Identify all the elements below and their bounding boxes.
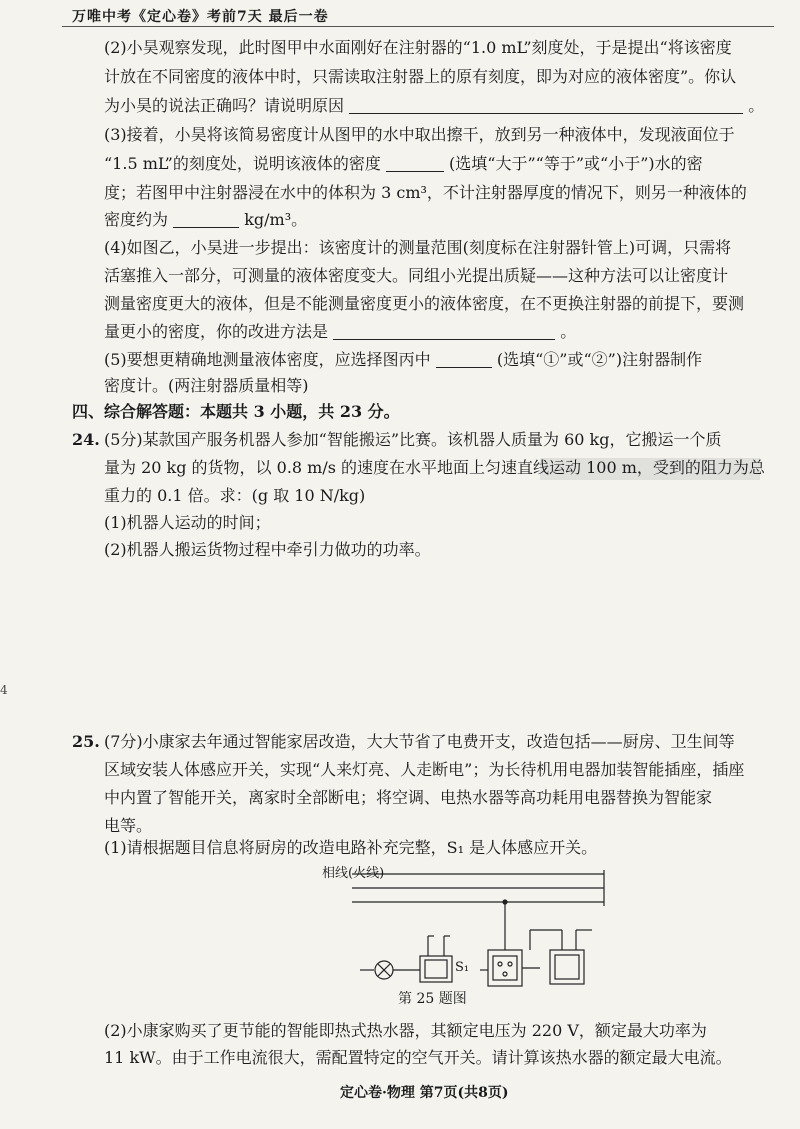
- q25-number: 25.: [72, 732, 100, 751]
- q23-p4-line3: 测量密度更大的液体，但是不能测量密度更小的液体密度，在不更换注射器的前提下，要测: [104, 294, 745, 313]
- q24-line2: 量为 20 kg 的货物，以 0.8 m/s 的速度在水平地面上匀速直线运动 100 m，受到的阻力为总: [104, 458, 765, 477]
- q25-sub1: (1)请根据题目信息将厨房的改造电路补充完整，S₁ 是人体感应开关。: [104, 838, 598, 857]
- q23-p5-line1: [104, 346, 764, 373]
- q23-p3-line3: 度；若图甲中注射器浸在水中的体积为 3 cm³，不计注射器厚度的情况下，则另一种液体的: [104, 183, 747, 202]
- figure-caption: 第 25 题图: [398, 991, 467, 1007]
- q23-p4-line4-end: 。: [560, 322, 577, 341]
- answer-blank-density-value[interactable]: [173, 209, 239, 228]
- q25-sub2-line2: 11 kW。由于工作电流很大，需配置特定的空气开关。请计算该热水器的额定最大电流。: [104, 1048, 732, 1067]
- circuit-svg: [340, 860, 640, 1010]
- q24-sub2: (2)机器人搬运货物过程中牵引力做功的功率。: [104, 540, 431, 559]
- q23-p2-line3: [104, 92, 764, 119]
- q24-line3: 重力的 0.1 倍。求：(g 取 10 N/kg): [104, 486, 366, 505]
- q25-line2: 区域安装人体感应开关，实现“人来灯亮、人走断电”；为长待机用电器加装智能插座，插座: [104, 760, 745, 779]
- q23-p2-line1: (2)小昊观察发现，此时图甲中水面刚好在注射器的“1.0 mL”刻度处，于是提出“将该密度: [104, 38, 732, 57]
- q23-p2-end: 。: [748, 96, 765, 115]
- q23-p4-line4-text: 量更小的密度，你的改进方法是: [104, 322, 329, 341]
- junction-dot: [503, 900, 507, 904]
- page-footer: 定心卷·物理 第7页(共8页): [340, 1085, 509, 1101]
- q23-p3-line1: (3)接着，小昊将该简易密度计从图甲的水中取出擦干，放到另一种液体中，发现液面位于: [104, 125, 735, 144]
- live-wire-label: 相线(火线): [322, 866, 385, 881]
- q23-p3-line4: [104, 206, 764, 233]
- q23-p3-line2: [104, 150, 764, 177]
- answer-blank-improvement[interactable]: [333, 321, 555, 340]
- s1-label: S₁: [455, 960, 470, 975]
- header-divider: [62, 26, 774, 27]
- q23-p3-line4-text-a: 密度约为: [104, 210, 169, 229]
- q23-p5-line2: 密度计。(两注射器质量相等): [104, 376, 309, 395]
- margin-mark: 4: [0, 683, 8, 697]
- page-header: 万唯中考《定心卷》考前7天 最后一卷: [72, 9, 329, 25]
- q23-p3-line2-text-a: “1.5 mL”的刻度处，说明该液体的密度: [104, 154, 381, 173]
- q23-p4-line2: 活塞推入一部分，可测量的液体密度变大。同组小光提出质疑——这种方法可以让密度计: [104, 266, 729, 285]
- q23-p4-line1: (4)如图乙，小昊进一步提出：该密度计的测量范围(刻度标在注射器针管上)可调，只需将: [104, 238, 732, 257]
- q24-sub1: (1)机器人运动的时间；: [104, 513, 271, 532]
- q25-line1: (7分)小康家去年通过智能家居改造，大大节省了电费开支，改造包括——厨房、卫生间等: [104, 732, 735, 751]
- answer-blank-reason[interactable]: [349, 95, 743, 114]
- q23-p2-line3-text: 为小昊的说法正确吗？请说明原因: [104, 96, 345, 115]
- q24-number: 24.: [72, 430, 100, 449]
- answer-blank-density-compare[interactable]: [386, 153, 444, 172]
- q24-line1: (5分)某款国产服务机器人参加“智能搬运”比赛。该机器人质量为 60 kg，它搬运一个质: [104, 430, 722, 449]
- q23-p3-line2-text-b: (选填“大于”“等于”或“小于”)水的密: [449, 154, 703, 173]
- q23-p2-line2: 计放在不同密度的液体中时，只需读取注射器上的原有刻度，即为对应的液体密度”。你认: [104, 67, 737, 86]
- q23-p3-line4-unit: kg/m³。: [244, 210, 308, 229]
- answer-blank-syringe-choice[interactable]: [436, 349, 492, 368]
- q25-line4: 电等。: [104, 816, 153, 835]
- q23-p5-line1-text-b: (选填“①”或“②”)注射器制作: [496, 350, 703, 369]
- q25-line3: 中内置了智能开关，离家时全部断电；将空调、电热水器等高功耗用电器替换为智能家: [104, 788, 713, 807]
- section-4-title: 四、综合解答题：本题共 3 小题，共 23 分。: [72, 402, 400, 421]
- q25-sub2-line1: (2)小康家购买了更节能的智能即热式热水器，其额定电压为 220 V，额定最大功率为: [104, 1021, 707, 1040]
- circuit-diagram[interactable]: [322, 860, 640, 1010]
- q23-p5-line1-text-a: (5)要想更精确地测量液体密度，应选择图丙中: [104, 350, 431, 369]
- q23-p4-line4: [104, 318, 764, 345]
